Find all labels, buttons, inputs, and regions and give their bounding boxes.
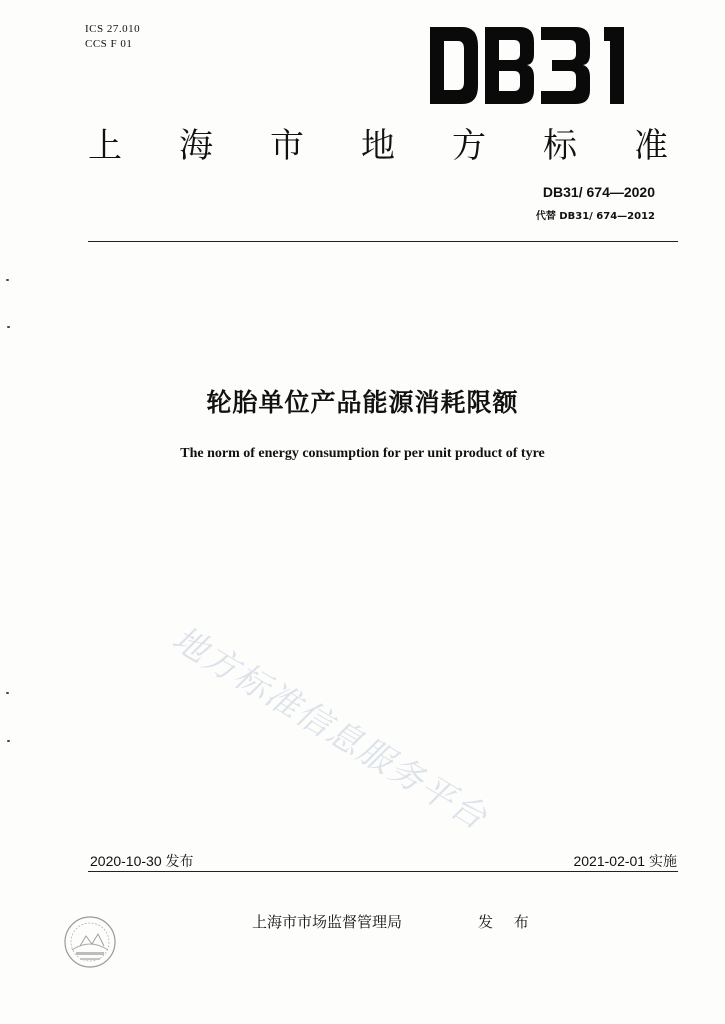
standard-type: [88, 126, 668, 166]
standard-type-char: 地: [361, 126, 395, 166]
ics-code: ICS 27.010: [85, 23, 141, 35]
standard-type-char: 海: [179, 126, 213, 166]
scan-speck: [6, 692, 9, 694]
db31-logo-graphic: [428, 24, 634, 106]
issuing-authority: 上海市市场监督管理局: [252, 913, 403, 931]
standard-type-char: 市: [270, 126, 304, 166]
official-seal: [62, 914, 118, 970]
scan-speck: [7, 326, 10, 328]
standard-number: DB31/ 674—2020: [542, 184, 655, 200]
replaced-standard: 代替 DB31/ 674—2012: [535, 211, 655, 222]
classification-codes: [85, 22, 140, 52]
footer-divider: [88, 871, 678, 872]
db31-logo: [428, 24, 634, 106]
standard-type-char: 标: [543, 126, 577, 166]
implementation-date: 2021-02-01 实施: [573, 853, 677, 869]
document-title-english: The norm of energy consumption for per unit product of tyre: [180, 446, 545, 461]
issue-date: 2020-10-30 发布: [90, 853, 194, 869]
ccs-code: CCS F 01: [85, 38, 133, 50]
scan-speck: [7, 740, 10, 742]
scan-speck: [6, 279, 9, 281]
watermark: 地方标准信息服务平台: [165, 618, 495, 839]
standard-type-char: 上: [88, 126, 122, 166]
official-seal-graphic: [62, 914, 118, 970]
document-title-chinese: 轮胎单位产品能源消耗限额: [206, 388, 519, 417]
header-divider: [88, 241, 678, 242]
issuing-action: 发 布: [478, 913, 537, 931]
standard-type-char: 方: [452, 126, 486, 166]
standard-type-char: 准: [634, 126, 668, 166]
